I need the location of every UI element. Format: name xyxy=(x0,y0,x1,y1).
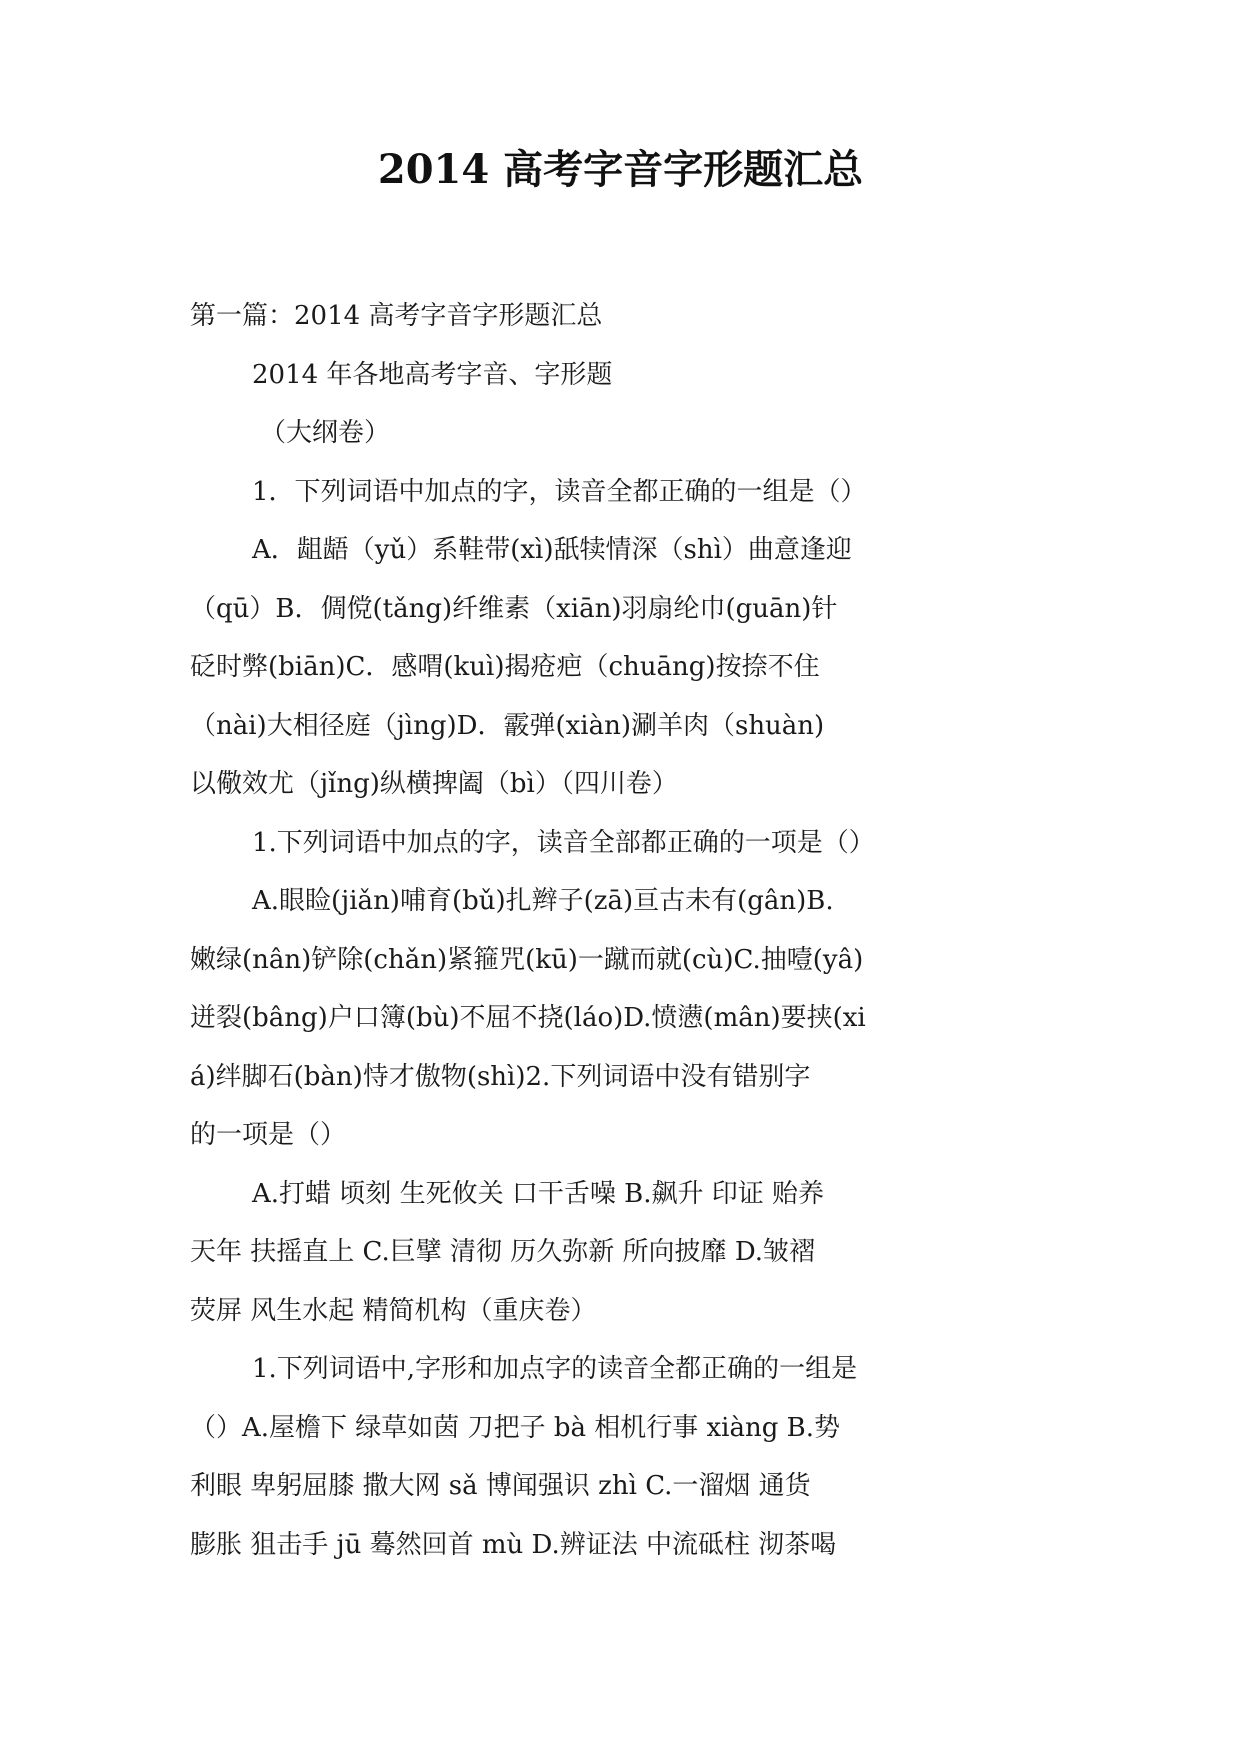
paragraph-line: （）A.屋檐下 绿草如茵 刀把子 bà 相机行事 xiàng B.势 xyxy=(190,1412,841,1443)
paragraph-line: A.眼睑(jiǎn)哺育(bǔ)扎辫子(zā)亘古未有(gân)B. xyxy=(252,886,834,916)
paragraph-line: 天年 扶摇直上 C.巨擘 清彻 历久弥新 所向披靡 D.皱褶 xyxy=(190,1237,816,1267)
paragraph-line: 嫩绿(nân)铲除(chǎn)紧箍咒(kū)一蹴而就(cù)C.抽噎(yâ) xyxy=(190,944,864,975)
paragraph-line: 的一项是（） xyxy=(190,1120,347,1150)
paragraph-line: 荧屏 风生水起 精简机构（重庆卷） xyxy=(190,1295,597,1326)
paragraph-line: 膨胀 狙击手 jū 蓦然回首 mù D.辨证法 中流砥柱 沏茶喝 xyxy=(190,1529,837,1560)
paragraph-line: （大纲卷） xyxy=(260,418,391,448)
paragraph-line: （qū）B．倜傥(tǎng)纤维素（xiān)羽扇纶巾(guān)针 xyxy=(190,593,838,624)
document-body xyxy=(190,287,1060,1574)
paragraph-line: 2014 年各地高考字音、字形题 xyxy=(252,359,613,390)
paragraph-line: 1.下列词语中,字形和加点字的读音全都正确的一组是 xyxy=(252,1354,858,1384)
paragraph-line: 利眼 卑躬屈膝 撒大网 sǎ 博闻强识 zhì C.一溜烟 通货 xyxy=(190,1471,811,1501)
paragraph-line: A．龃龉（yǔ）系鞋带(xì)舐犊情深（shì）曲意逢迎 xyxy=(252,535,852,565)
paragraph-line: 砭时弊(biān)C．感喟(kuì)揭疮疤（chuāng)按捺不住 xyxy=(190,652,820,682)
paragraph-line: 迸裂(bâng)户口簿(bù)不屈不挠(láo)D.愤懑(mân)要挟(xi xyxy=(190,1003,866,1033)
paragraph-line: 1.下列词语中加点的字，读音全部都正确的一项是（） xyxy=(252,827,875,858)
paragraph-line: A.打蜡 顷刻 生死攸关 口干舌噪 B.飙升 印证 贻养 xyxy=(252,1178,825,1209)
paragraph-line: á)绊脚石(bàn)恃才傲物(shì)2.下列词语中没有错别字 xyxy=(190,1061,811,1092)
paragraph-line: 第一篇：2014 高考字音字形题汇总 xyxy=(190,301,603,331)
paragraph-line: （nài)大相径庭（jìng)D．霰弹(xiàn)涮羊肉（shuàn) xyxy=(190,710,825,741)
paragraph-line: 1．下列词语中加点的字，读音全都正确的一组是（） xyxy=(252,476,867,507)
document-title: 2014 高考字音字形题汇总 xyxy=(377,146,864,193)
paragraph-line: 以儆效尤（jǐng)纵横捭阖（bì）（四川卷） xyxy=(190,769,678,799)
